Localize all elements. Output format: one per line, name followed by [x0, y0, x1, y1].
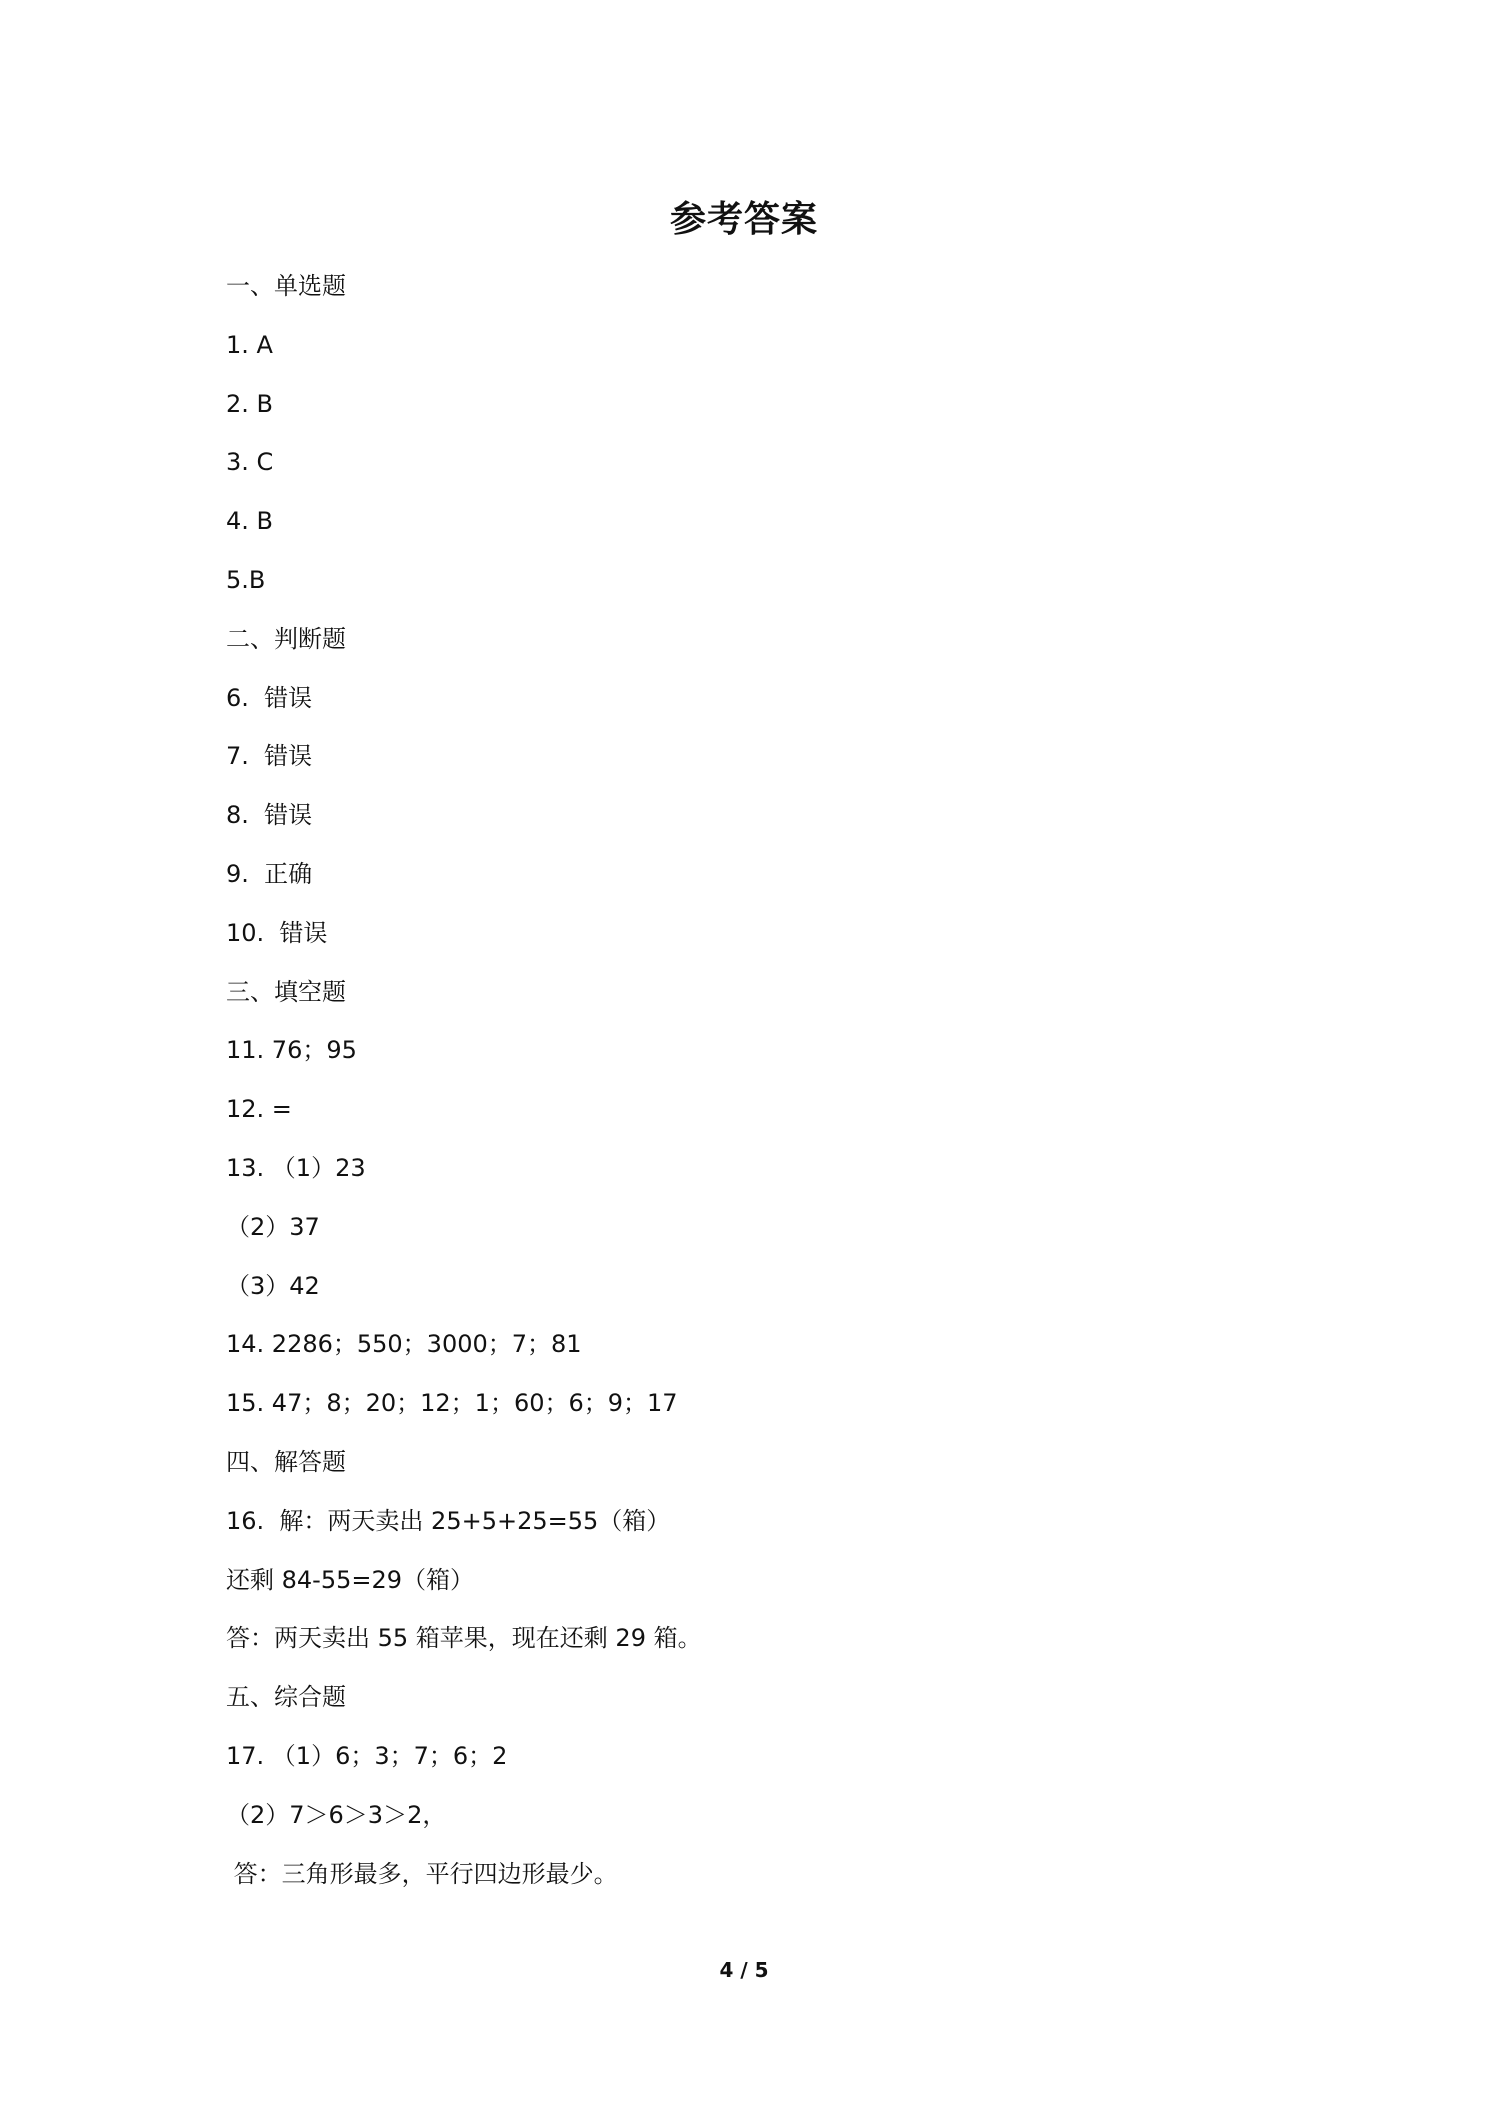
answer-line: 6. 错误 — [226, 683, 313, 712]
section-heading-solve: 四、解答题 — [226, 1447, 346, 1476]
answer-line: （2）37 — [226, 1212, 320, 1241]
answer-line: 16. 解：两天卖出 25+5+25=55（箱） — [226, 1506, 671, 1535]
answer-line: 13. （1）23 — [226, 1153, 366, 1182]
answer-line: 15. 47；8；20；12；1；60；6；9；17 — [226, 1389, 678, 1418]
page-number: 4 / 5 — [719, 1958, 769, 1982]
answer-line: 11. 76；95 — [226, 1036, 357, 1065]
answer-line: 7. 错误 — [226, 742, 313, 771]
answer-line: 10. 错误 — [226, 918, 328, 947]
answer-line: 答：两天卖出 55 箱苹果，现在还剩 29 箱。 — [226, 1624, 702, 1653]
answer-line: 1. A — [226, 330, 273, 359]
answer-line: 9. 正确 — [226, 859, 313, 888]
answer-content — [226, 264, 1266, 1910]
answer-line: 14. 2286；550；3000；7；81 — [226, 1330, 582, 1359]
answer-line: 8. 错误 — [226, 801, 313, 830]
answer-line: 答：三角形最多，平行四边形最少。 — [226, 1859, 618, 1888]
page-title: 参考答案 — [669, 199, 818, 240]
answer-line: 还剩 84-55=29（箱） — [226, 1565, 475, 1594]
answer-line: 5.B — [226, 565, 266, 594]
answer-line: （2）7＞6＞3＞2， — [226, 1800, 447, 1829]
section-heading-single-choice: 一、单选题 — [226, 272, 346, 300]
answer-line: 12. = — [226, 1095, 292, 1124]
answer-line: 2. B — [226, 389, 273, 418]
section-heading-true-false: 二、判断题 — [226, 624, 346, 653]
answer-line: 4. B — [226, 507, 273, 536]
answer-line: （3）42 — [226, 1271, 320, 1300]
answer-line: 17. （1）6；3；7；6；2 — [226, 1741, 508, 1770]
section-heading-fill-blank: 三、填空题 — [226, 977, 346, 1006]
answer-line: 3. C — [226, 448, 274, 477]
section-heading-comprehensive: 五、综合题 — [226, 1683, 346, 1712]
